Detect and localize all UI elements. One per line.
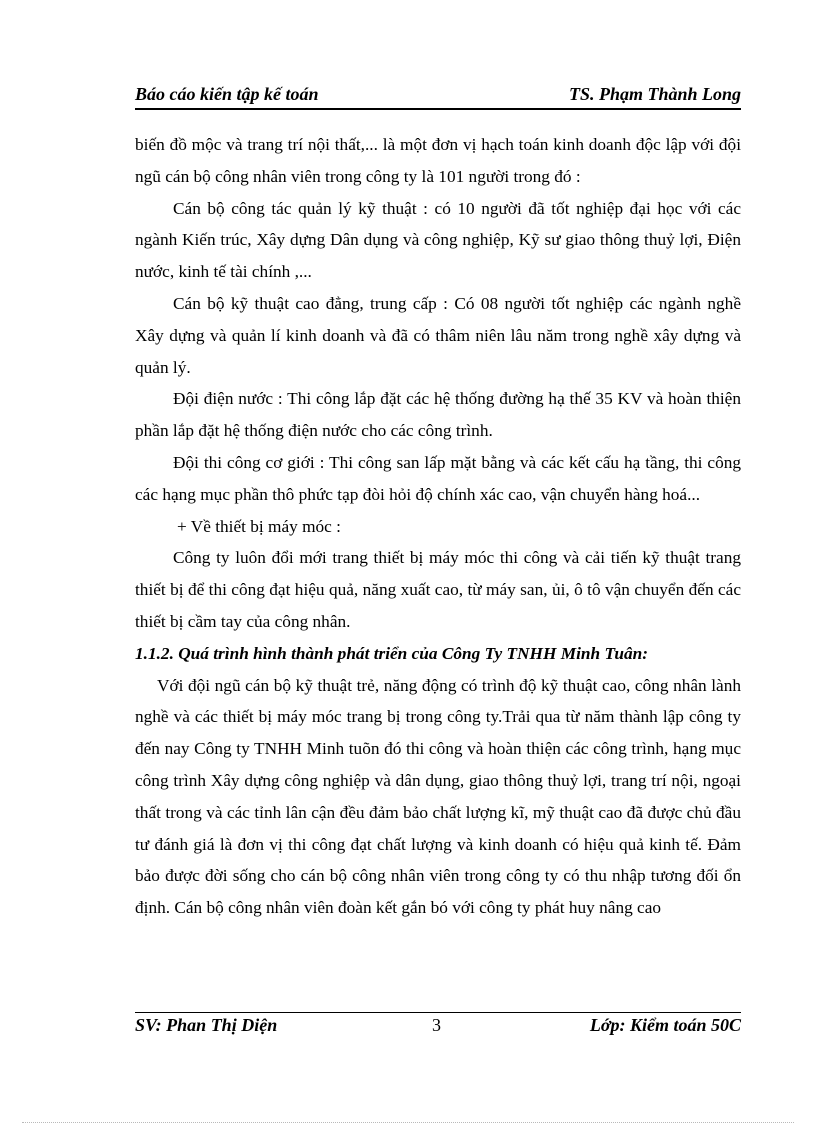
header-supervisor: TS. Phạm Thành Long xyxy=(568,84,741,104)
paragraph-management-staff: Cán bộ công tác quản lý kỹ thuật : có 10 người đã tốt nghiệp đại học với các ngành Kiến trúc, Xây dựng Dân dụng và công nghiệp, Kỹ sư giao thông thuỷ lợi, Điện nước, kinh tế tài chính ,... xyxy=(135,198,741,282)
paragraph-equipment-bullet: + Về thiết bị máy móc : xyxy=(177,516,341,536)
paragraph-equipment: Công ty luôn đổi mới trang thiết bị máy móc thi công và cải tiến kỹ thuật trang thiết bị để thi công đạt hiệu quả, năng xuất cao, từ máy san, ủi, ô tô vận chuyển đến các thiết bị cầm tay của công nhân. xyxy=(135,548,741,631)
page-footer xyxy=(135,1012,741,1043)
header-report-title: Báo cáo kiến tập kế toán xyxy=(135,84,319,104)
page-header xyxy=(135,84,741,110)
paragraph-electric-team: Đội điện nước : Thi công lắp đặt các hệ thống đường hạ thế 35 KV và hoàn thiện phần lắp đặt hệ thống điện nước cho các công trình. xyxy=(135,389,741,441)
footer-student-name: SV: Phan Thị Diện xyxy=(135,1015,278,1035)
paragraph-technical-staff: Cán bộ kỹ thuật cao đẳng, trung cấp : Có 08 người tốt nghiệp các ngành nghề Xây dựng và quản lí kinh doanh và đã có thâm niên lâu năm trong nghề xây dựng và quản lý. xyxy=(135,293,741,377)
page-number: 3 xyxy=(432,1015,441,1035)
footer-class: Lớp: Kiểm toán 50C xyxy=(589,1015,741,1035)
paragraph-intro: biến đồ mộc và trang trí nội thất,... là một đơn vị hạch toán kinh doanh độc lập với đội ngũ cán bộ công nhân viên trong công ty là 101 người trong đó : xyxy=(135,135,741,186)
paragraph-machinery-team: Đội thi công cơ giới : Thi công san lấp mặt bằng và các kết cấu hạ tầng, thi công các hạng mục phần thô phức tạp đòi hỏi độ chính xác cao, vận chuyển hàng hoá... xyxy=(135,452,741,504)
page-body xyxy=(135,129,741,924)
section-heading: 1.1.2. Quá trình hình thành phát triển của Công Ty TNHH Minh Tuân: xyxy=(135,643,648,663)
paragraph-history: Với đội ngũ cán bộ kỹ thuật trẻ, năng động có trình độ kỹ thuật cao, công nhân lành nghề và các thiết bị máy móc trang bị trong công ty.Trải qua từ năm thành lập công ty đến nay Công ty TNHH Minh tuõn đó thi công và hoàn thiện các công trình, hạng mục công trình Xây dựng công nghiệp và dân dụng, giao thông thuỷ lợi, trang trí nội, ngoại thất trong và các tỉnh lân cận đều đảm bảo chất lượng kĩ, mỹ thuật cao đã được chủ đầu tư đánh giá là đơn vị thi công đạt chất lượng và kinh doanh có hiệu quả kinh tế. Đảm bảo được đời sống cho cán bộ công nhân viên trong công ty có thu nhập tương đối ổn định. Cán bộ công nhân viên đoàn kết gắn bó với công ty phát huy nâng cao xyxy=(135,675,741,918)
